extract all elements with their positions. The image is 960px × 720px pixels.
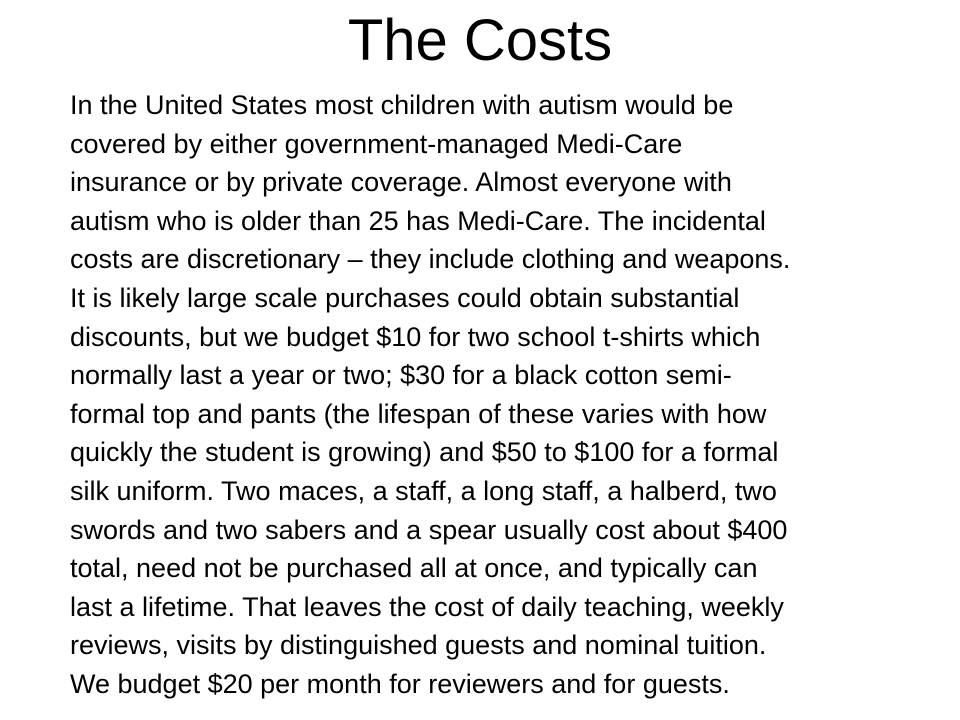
body-line: We budget $20 per month for reviewers and for guests. [70,668,730,699]
body-line: swords and two sabers and a spear usually cost about $400 [70,514,788,545]
body-line: total, need not be purchased all at once, and typically can [70,553,758,584]
body-line: costs are discretionary – they include clothing and weapons. [70,244,791,275]
body-line: formal top and pants (the lifespan of these varies with how [70,398,767,429]
body-line: autism who is older than 25 has Medi-Care. The incidental [70,205,766,236]
body-line: last a lifetime. That leaves the cost of daily teaching, weekly [70,591,784,622]
body-line: insurance or by private coverage. Almost everyone with [70,167,732,198]
body-line: In the United States most children with autism would be [70,90,734,120]
body-line: It is likely large scale purchases could obtain substantial [70,282,740,313]
body-line: quickly the student is growing) and $50 to $100 for a formal [70,437,779,468]
body-line: reviews, visits by distinguished guests and nominal tuition. [70,630,767,661]
slide-title: The Costs [347,8,613,73]
slide-body [70,86,940,704]
body-line: covered by either government-managed Medi-Care [70,128,683,159]
body-line: discounts, but we budget $10 for two school t-shirts which [70,321,761,352]
body-line: normally last a year or two; $30 for a black cotton semi- [70,360,732,391]
body-line: silk uniform. Two maces, a staff, a long staff, a halberd, two [70,475,777,506]
